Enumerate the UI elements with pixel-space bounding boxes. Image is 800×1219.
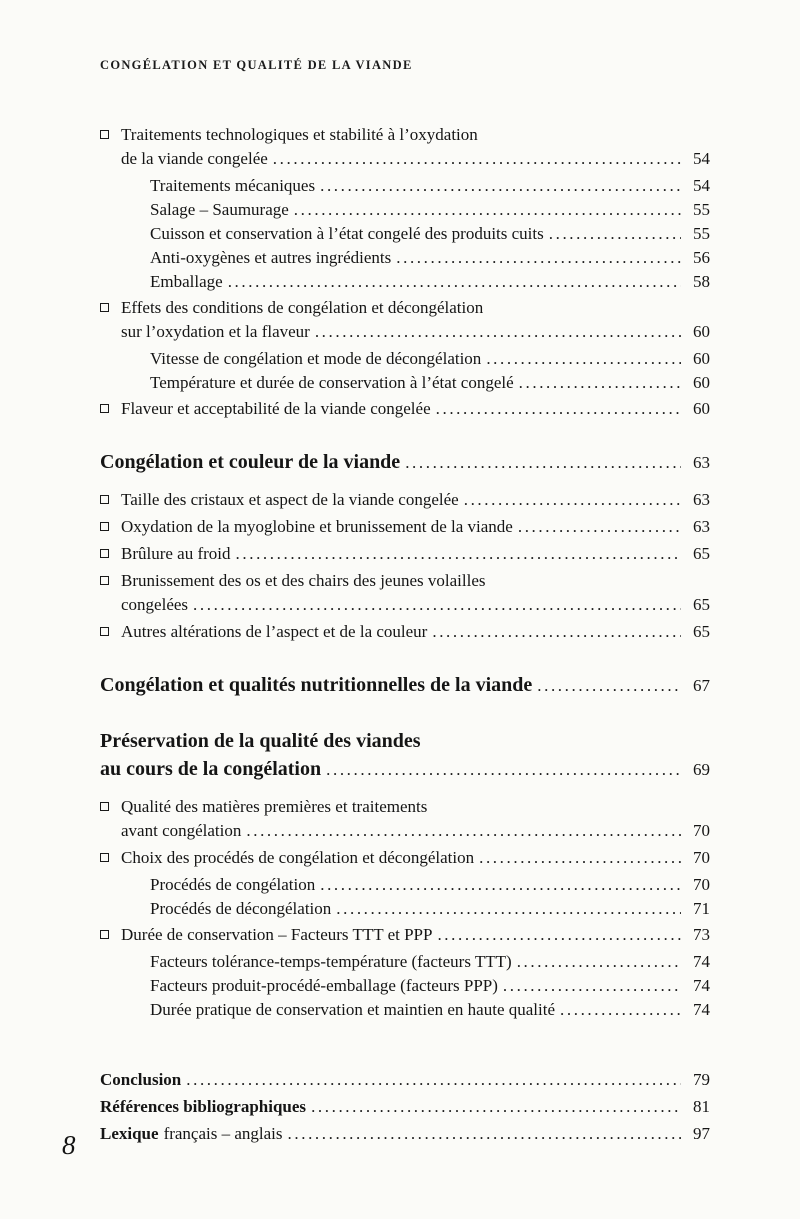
toc-section xyxy=(100,1066,710,1147)
toc-page-ref: 70 xyxy=(693,821,710,840)
toc-line xyxy=(121,147,710,171)
toc-line xyxy=(121,593,710,617)
toc-page-ref: 60 xyxy=(693,322,710,341)
toc-line xyxy=(100,1066,710,1093)
toc-page-ref: 55 xyxy=(693,200,710,219)
dot-leader xyxy=(517,950,681,974)
toc-bold-entry xyxy=(100,1066,710,1093)
toc-page-ref: 71 xyxy=(693,899,710,918)
square-bullet-icon xyxy=(100,404,109,413)
toc-page-ref: 74 xyxy=(693,952,710,971)
toc-subentry xyxy=(100,873,710,897)
toc-line xyxy=(150,246,710,270)
toc-subentry xyxy=(100,222,710,246)
toc-subentry xyxy=(100,998,710,1022)
toc-entry-label: au cours de la congélation xyxy=(100,758,322,780)
toc-subentry xyxy=(100,347,710,371)
toc-entry-label: Procédés de décongélation xyxy=(150,899,332,918)
toc-page-ref: 54 xyxy=(693,176,710,195)
toc-bold-entry xyxy=(100,1120,710,1147)
toc-page-ref: 63 xyxy=(693,517,710,536)
toc-entry xyxy=(100,123,710,171)
dot-leader xyxy=(549,222,681,246)
toc-page-ref: 55 xyxy=(693,224,710,243)
toc-entry-label: Préservation de la qualité des viandes xyxy=(100,730,421,752)
toc-page-ref: 74 xyxy=(693,976,710,995)
dot-leader xyxy=(236,542,681,566)
dot-leader xyxy=(193,593,681,617)
toc-entry-label: Brûlure au froid xyxy=(121,544,231,563)
dot-leader xyxy=(560,998,681,1022)
toc-entry xyxy=(100,296,710,344)
dot-leader xyxy=(436,397,681,421)
dot-leader xyxy=(432,620,681,644)
toc-line xyxy=(100,795,710,819)
toc-entry-label: Traitements technologiques et stabilité à l’oxydation xyxy=(121,125,478,144)
toc-line xyxy=(150,974,710,998)
dot-leader xyxy=(479,846,681,870)
toc-entry-label: Facteurs produit-procédé-emballage (facteurs PPP) xyxy=(150,976,498,995)
toc-entry-label: Congélation et couleur de la viande xyxy=(100,451,401,473)
toc-entry-label: Cuisson et conservation à l’état congelé des produits cuits xyxy=(150,224,544,243)
toc-line xyxy=(150,998,710,1022)
square-bullet-icon xyxy=(100,930,109,939)
toc-entry xyxy=(100,620,710,644)
toc-line xyxy=(150,950,710,974)
toc-page-ref: 60 xyxy=(693,373,710,392)
toc-line xyxy=(100,1120,710,1147)
toc-entry-label: Effets des conditions de congélation et décongélation xyxy=(121,298,484,317)
square-bullet-icon xyxy=(100,549,109,558)
dot-leader xyxy=(311,1093,681,1120)
toc-entry-label: de la viande congelée xyxy=(121,149,268,168)
toc-line xyxy=(100,620,710,644)
toc-entry-label: Brunissement des os et des chairs des jeunes volailles xyxy=(121,571,486,590)
toc-entry-label: Durée pratique de conservation et maintien en haute qualité xyxy=(150,1000,556,1019)
toc-entry xyxy=(100,542,710,566)
toc-line xyxy=(121,819,710,843)
dot-leader xyxy=(486,347,681,371)
toc-entry-label: Facteurs tolérance-temps-température (facteurs TTT) xyxy=(150,952,512,971)
dot-leader xyxy=(336,897,681,921)
dot-leader xyxy=(288,1120,681,1147)
square-bullet-icon xyxy=(100,303,109,312)
toc-entry-label: avant congélation xyxy=(121,821,242,840)
toc-page-ref: 74 xyxy=(693,1000,710,1019)
dot-leader xyxy=(519,371,681,395)
dot-leader xyxy=(320,174,681,198)
toc-page-ref: 70 xyxy=(693,875,710,894)
square-bullet-icon xyxy=(100,495,109,504)
dot-leader xyxy=(503,974,681,998)
toc-line xyxy=(150,897,710,921)
toc-subentry xyxy=(100,198,710,222)
dot-leader xyxy=(320,873,681,897)
toc-entry-label: Oxydation de la myoglobine et brunissement de la viande xyxy=(121,517,513,536)
square-bullet-icon xyxy=(100,802,109,811)
toc-entry-label: Procédés de congélation xyxy=(150,875,316,894)
square-bullet-icon xyxy=(100,627,109,636)
toc-entry-label: Emballage xyxy=(150,272,223,291)
toc-line xyxy=(100,448,710,477)
toc-subentry xyxy=(100,270,710,294)
dot-leader xyxy=(464,488,681,512)
toc-section xyxy=(100,123,710,421)
dot-leader xyxy=(228,270,681,294)
toc-section xyxy=(100,727,710,1022)
toc-page-ref: 58 xyxy=(693,272,710,291)
toc-entry-label: Qualité des matières premières et traitements xyxy=(121,797,428,816)
toc-subentry xyxy=(100,174,710,198)
toc-line xyxy=(100,515,710,539)
toc-page-ref: 60 xyxy=(693,399,710,418)
toc-entry-label: Conclusion xyxy=(100,1070,182,1089)
toc-page-ref: 56 xyxy=(693,248,710,267)
toc-line xyxy=(150,371,710,395)
toc-page-ref: 69 xyxy=(693,760,710,779)
toc-entry xyxy=(100,488,710,512)
toc-line xyxy=(100,542,710,566)
toc-subentry xyxy=(100,371,710,395)
toc-entry-label: Anti-oxygènes et autres ingrédients xyxy=(150,248,392,267)
dot-leader xyxy=(246,819,681,843)
square-bullet-icon xyxy=(100,130,109,139)
toc-entry-label: Autres altérations de l’aspect et de la couleur xyxy=(121,622,428,641)
toc-line xyxy=(100,846,710,870)
toc-page-ref: 63 xyxy=(693,453,710,472)
toc-page-ref: 65 xyxy=(693,544,710,563)
toc-line xyxy=(100,923,710,947)
toc-page-ref: 81 xyxy=(693,1097,710,1116)
toc-entry xyxy=(100,923,710,947)
toc-entry-label: Vitesse de congélation et mode de décongélation xyxy=(150,349,482,368)
toc-page-ref: 79 xyxy=(693,1070,710,1089)
toc-line xyxy=(150,873,710,897)
dot-leader xyxy=(405,449,681,477)
toc-page-ref: 73 xyxy=(693,925,710,944)
dot-leader xyxy=(326,756,681,784)
toc-page-ref: 65 xyxy=(693,595,710,614)
toc-entry xyxy=(100,795,710,843)
toc-entry-label: Traitements mécaniques xyxy=(150,176,316,195)
dot-leader xyxy=(273,147,681,171)
toc-page-ref: 70 xyxy=(693,848,710,867)
toc-line xyxy=(150,198,710,222)
toc-page-ref: 54 xyxy=(693,149,710,168)
toc-section-heading xyxy=(100,671,710,700)
toc-subentry xyxy=(100,897,710,921)
dot-leader xyxy=(437,923,681,947)
toc-entry xyxy=(100,397,710,421)
toc-line xyxy=(100,296,710,320)
toc-subentry xyxy=(100,950,710,974)
toc-entry-label: Lexique xyxy=(100,1124,159,1143)
toc-line xyxy=(150,270,710,294)
toc-bold-entry xyxy=(100,1093,710,1120)
toc-entry xyxy=(100,569,710,617)
toc-line xyxy=(100,727,710,755)
toc-entry-label: Température et durée de conservation à l’état congelé xyxy=(150,373,514,392)
toc-subentry xyxy=(100,974,710,998)
toc-entry-label: sur l’oxydation et la flaveur xyxy=(121,322,310,341)
toc-line xyxy=(150,174,710,198)
dot-leader xyxy=(315,320,681,344)
toc-line xyxy=(100,488,710,512)
dot-leader xyxy=(294,198,681,222)
toc-entry-label: Durée de conservation – Facteurs TTT et PPP xyxy=(121,925,433,944)
toc-line xyxy=(150,347,710,371)
toc-section-heading xyxy=(100,448,710,477)
toc-entry-label: Références bibliographiques xyxy=(100,1097,307,1116)
toc-section-heading xyxy=(100,727,710,784)
toc-entry xyxy=(100,515,710,539)
toc-entry-label: Choix des procédés de congélation et décongélation xyxy=(121,848,475,867)
toc-page-ref: 97 xyxy=(693,1124,710,1143)
square-bullet-icon xyxy=(100,853,109,862)
toc-entry-label: Taille des cristaux et aspect de la viande congelée xyxy=(121,490,459,509)
toc-line xyxy=(100,671,710,700)
dot-leader xyxy=(186,1066,681,1093)
toc-line xyxy=(100,123,710,147)
toc-line xyxy=(100,569,710,593)
square-bullet-icon xyxy=(100,576,109,585)
toc-page-ref: 65 xyxy=(693,622,710,641)
running-header: CONGÉLATION ET QUALITÉ DE LA VIANDE xyxy=(100,58,413,72)
toc-entry xyxy=(100,846,710,870)
toc-page-ref: 63 xyxy=(693,490,710,509)
toc-entry-label: Flaveur et acceptabilité de la viande congelée xyxy=(121,399,431,418)
square-bullet-icon xyxy=(100,522,109,531)
toc-line xyxy=(100,755,710,784)
toc-page-ref: 60 xyxy=(693,349,710,368)
toc-subentry xyxy=(100,246,710,270)
toc-line xyxy=(121,320,710,344)
toc-line xyxy=(100,1093,710,1120)
toc-line xyxy=(100,397,710,421)
toc-section xyxy=(100,671,710,700)
toc-line xyxy=(150,222,710,246)
toc-entry-label: congelées xyxy=(121,595,189,614)
toc-entry-label: Salage – Saumurage xyxy=(150,200,289,219)
toc-entry-label: Congélation et qualités nutritionnelles de la viande xyxy=(100,674,533,696)
dot-leader xyxy=(396,246,681,270)
dot-leader xyxy=(518,515,681,539)
toc-entry-suffix: français – anglais xyxy=(163,1124,283,1143)
dot-leader xyxy=(537,672,681,700)
page-number: 8 xyxy=(62,1130,76,1160)
toc-page-ref: 67 xyxy=(693,676,710,695)
toc xyxy=(100,123,710,1147)
toc-section xyxy=(100,448,710,644)
